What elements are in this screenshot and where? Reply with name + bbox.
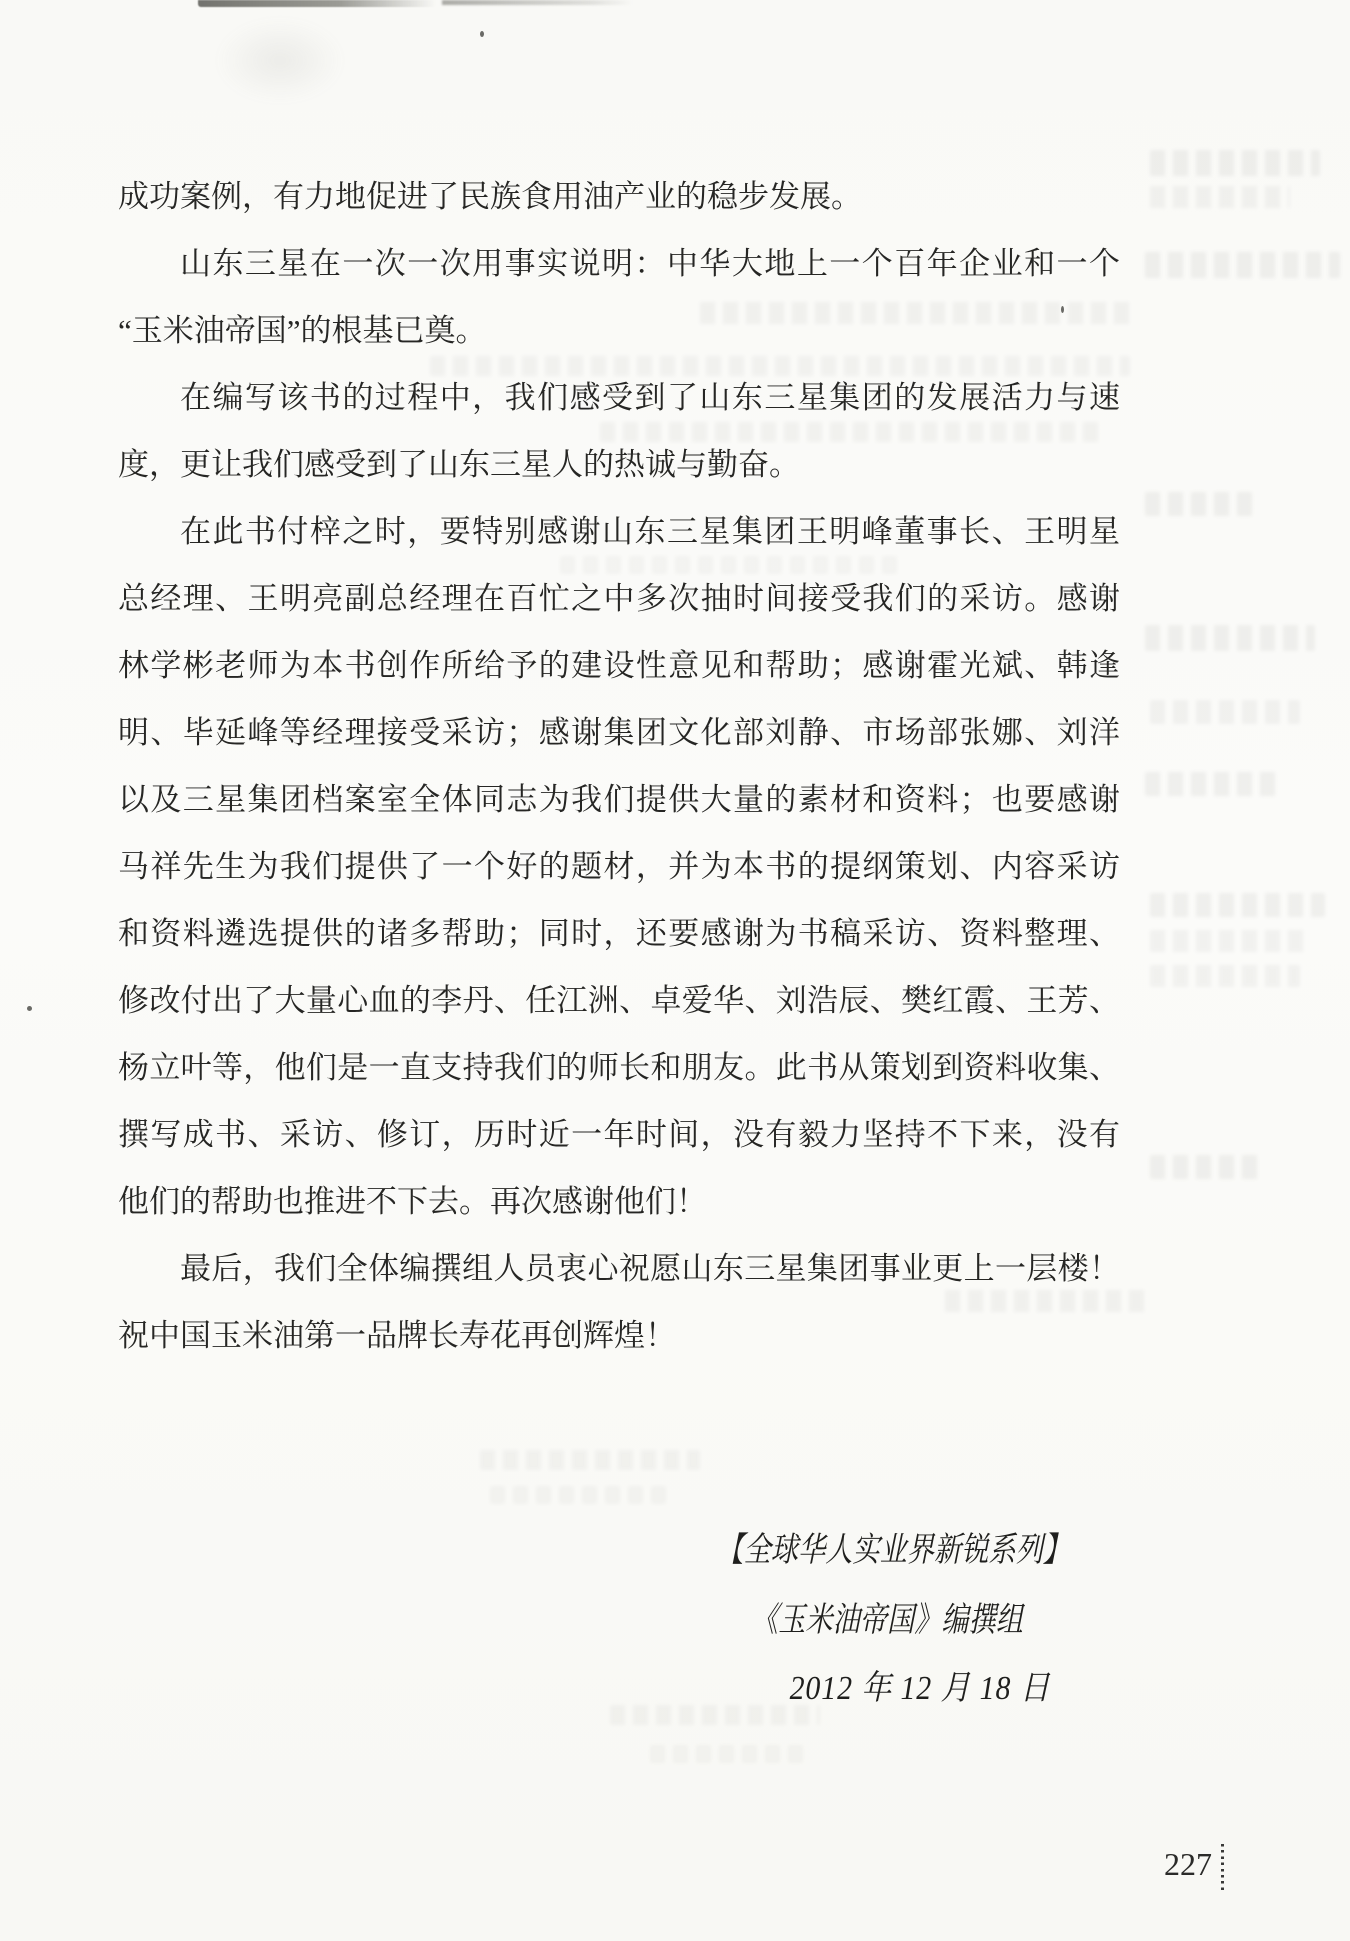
dotted-divider [1221,1844,1224,1892]
signature-group-label: 《玉米油帝国》编撰组 [751,1602,1023,1639]
body-line: 最后，我们全体编撰组人员衷心祝愿山东三星集团事业更上一层楼！ [180,1251,1120,1286]
bleed-through-artifact [1150,893,1325,917]
body-text-block [118,163,1120,1369]
ink-speck [480,31,484,37]
bleed-through-artifact [1145,252,1340,278]
body-line: 总经理、王明亮副总经理在百忙之中多次抽时间接受我们的采访。感谢 [118,581,1120,616]
bleed-through-artifact [490,1486,670,1504]
body-line: 明、毕延峰等经理接受采访；感谢集团文化部刘静、市场部张娜、刘洋 [118,715,1120,750]
body-line: 杨立叶等，他们是一直支持我们的师长和朋友。此书从策划到资料收集、 [118,1050,1120,1085]
body-line: 和资料遴选提供的诸多帮助；同时，还要感谢为书稿采访、资料整理、 [118,916,1120,951]
bleed-through-artifact [650,1745,810,1763]
bleed-through-artifact [610,1705,820,1725]
bleed-through-artifact [1150,1155,1260,1179]
scan-smudge [442,0,632,5]
body-line: 以及三星集团档案室全体同志为我们提供大量的素材和资料；也要感谢 [118,782,1120,817]
bleed-through-artifact [1145,625,1315,651]
body-line: 马祥先生为我们提供了一个好的题材，并为本书的提纲策划、内容采访 [118,849,1120,884]
body-line: 在此书付梓之时，要特别感谢山东三星集团王明峰董事长、王明星 [180,514,1120,549]
body-line: 修改付出了大量心血的李丹、任江洲、卓爱华、刘浩辰、樊红霞、王芳、 [118,983,1120,1018]
body-line: 林学彬老师为本书创作所给予的建设性意见和帮助；感谢霍光斌、韩逢 [118,648,1120,683]
signature-series-label: 【全球华人实业界新锐系列】 [716,1532,1070,1569]
body-line: 山东三星在一次一次用事实说明：中华大地上一个百年企业和一个 [180,246,1120,281]
bleed-through-artifact [1150,965,1300,987]
ink-speck [27,1006,32,1011]
bleed-through-artifact [1145,772,1280,796]
scan-mottle [215,18,345,103]
body-line: 成功案例，有力地促进了民族食用油产业的稳步发展。 [118,179,862,214]
body-line: 在编写该书的过程中，我们感受到了山东三星集团的发展活力与速 [180,380,1120,415]
bleed-through-artifact [1150,186,1290,208]
signature-date: 2012 年 12 月 18 日 [789,1670,1050,1707]
bleed-through-artifact [1150,150,1320,176]
scan-smudge [198,0,436,7]
body-line: 撰写成书、采访、修订，历时近一年时间，没有毅力坚持不下来，没有 [118,1117,1120,1152]
body-line: “玉米油帝国”的根基已奠。 [118,313,487,348]
bleed-through-artifact [1145,492,1255,516]
body-line: 祝中国玉米油第一品牌长寿花再创辉煌！ [118,1318,676,1353]
bleed-through-artifact [1150,700,1300,724]
body-line: 度，更让我们感受到了山东三星人的热诚与勤奋。 [118,447,800,482]
body-line: 他们的帮助也推进不下去。再次感谢他们！ [118,1184,707,1219]
bleed-through-artifact [480,1450,700,1470]
bleed-through-artifact [1150,930,1310,952]
page-number: 227 [1164,1846,1212,1882]
